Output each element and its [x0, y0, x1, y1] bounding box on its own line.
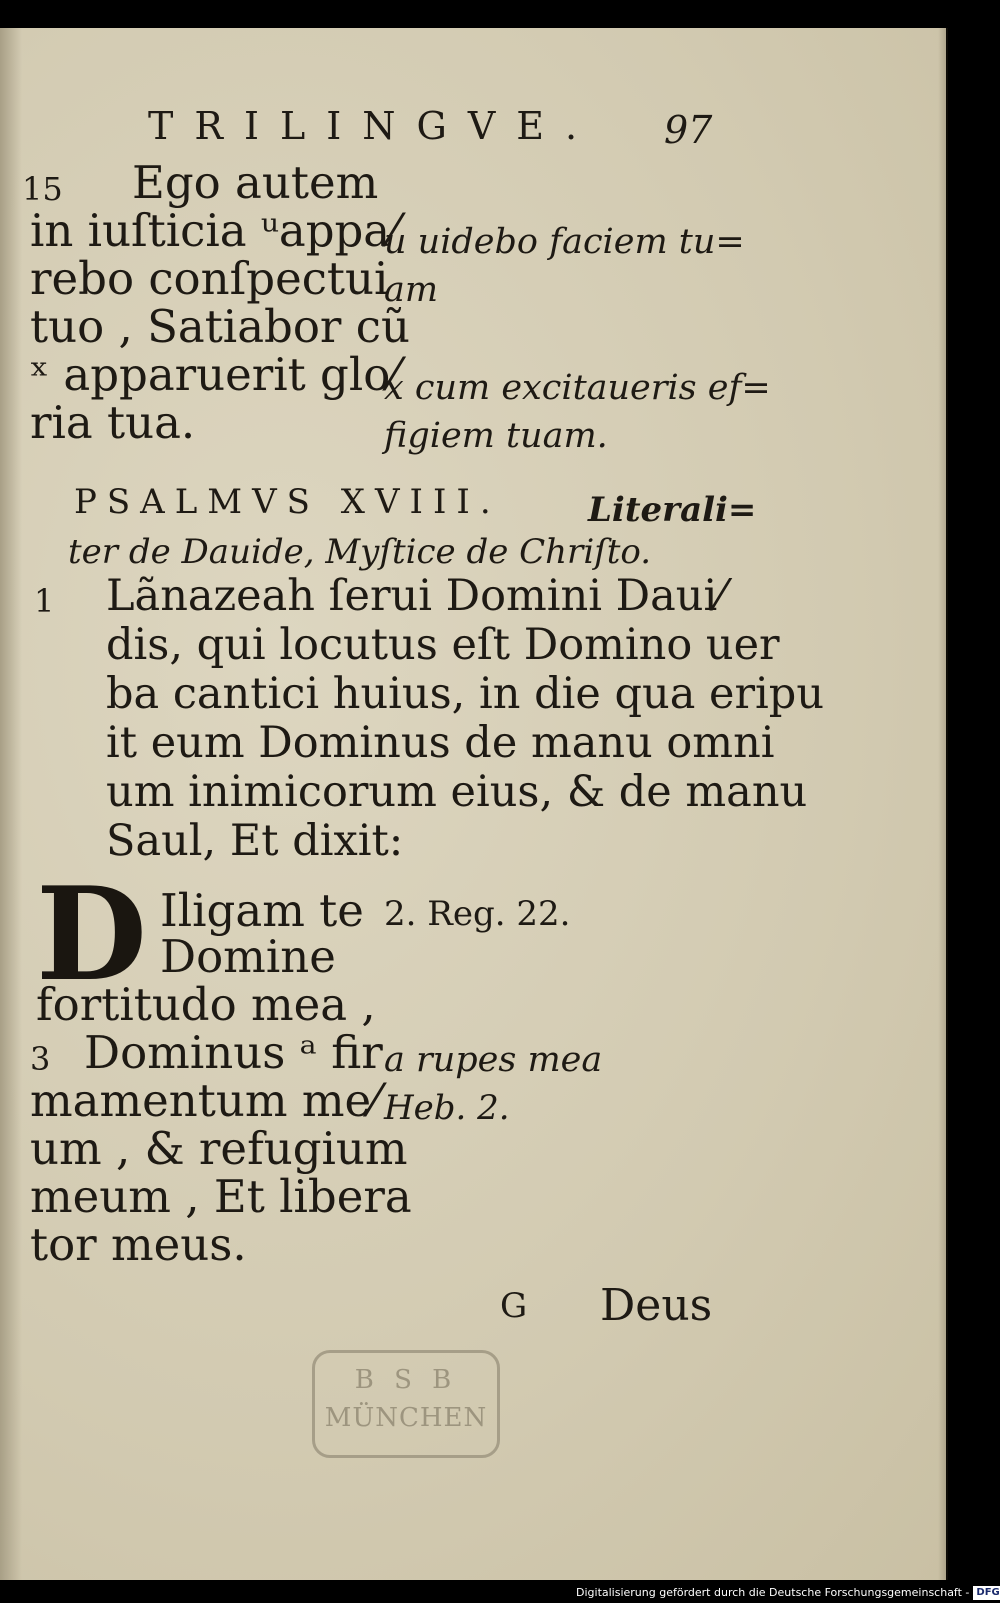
verse-number-15: 15: [22, 170, 63, 208]
intro-line-3: ba cantici huius, in die qua eripu: [106, 669, 825, 719]
margin-note-u-cont: am: [384, 270, 439, 310]
stamp-line-2: MÜNCHEN: [324, 1403, 488, 1433]
verse2-line-4: Dominus ᵃ fir: [84, 1026, 383, 1079]
margin-note-a: a rupes mea: [384, 1040, 603, 1080]
verse2-line-2: Domine: [160, 930, 336, 983]
verse15-line-1: Ego autem: [132, 156, 379, 209]
intro-line-4: it eum Dominus de manu omni: [106, 718, 775, 768]
verse-number-3: 3: [30, 1040, 51, 1078]
intro-line-2: dis, qui locutus eſt Domino uer: [106, 620, 780, 670]
margin-note-u: u uidebo faciem tu=: [384, 222, 745, 262]
verse15-line-5: ˣ apparuerit glo⁄: [30, 348, 398, 401]
intro-line-6: Saul, Et dixit:: [106, 816, 404, 866]
verse15-line-3: rebo conſpectui: [30, 252, 389, 305]
page-number: 97: [664, 108, 713, 152]
page-gutter-shadow: [938, 28, 948, 1580]
verse2-line-1: Iligam te: [160, 884, 364, 937]
verse2-line-6: um , & refugium: [30, 1122, 408, 1175]
margin-note-reg: 2. Reg. 22.: [384, 894, 571, 934]
footer-text: Digitalisierung gefördert durch die Deutsche Forschungsgemeinschaft -: [576, 1586, 970, 1599]
library-stamp: [312, 1350, 500, 1458]
dfg-logo: DFG: [973, 1586, 1000, 1600]
verse2-line-8: tor meus.: [30, 1218, 247, 1271]
psalm-title-italic: Literali=: [588, 490, 757, 530]
psalm-subtitle: ter de Dauide, Myſtice de Chriſto.: [68, 532, 652, 572]
signature-mark: G: [500, 1286, 528, 1326]
verse2-line-3: fortitudo mea ,: [36, 978, 376, 1031]
verse15-line-6: ria tua.: [30, 396, 196, 449]
verse-number-1: 1: [34, 582, 55, 620]
catchword: Deus: [600, 1280, 713, 1331]
intro-line-1: Lãnazeah ſerui Domini Daui⁄: [106, 571, 725, 621]
psalm-title: PSALMVS XVIII.: [74, 482, 501, 522]
stamp-line-1: B S B: [354, 1365, 458, 1395]
digitization-footer: [576, 1583, 1000, 1603]
verse15-line-2: in iuſticia ᵘappa⁄: [30, 204, 398, 257]
margin-note-x-cont: figiem tuam.: [384, 416, 608, 456]
verse2-line-7: meum , Et libera: [30, 1170, 412, 1223]
running-header: TRILINGVE.: [148, 104, 599, 148]
margin-note-heb: Heb. 2.: [384, 1088, 510, 1128]
page-edge-shadow: [0, 28, 22, 1580]
verse2-line-5: mamentum me⁄: [30, 1074, 379, 1127]
intro-line-5: um inimicorum eius, & de manu: [106, 767, 808, 817]
drop-cap-letter: D: [36, 860, 147, 1010]
verse15-line-4: tuo , Satiabor cũ: [30, 300, 410, 353]
margin-note-x: x cum excitaueris ef=: [384, 368, 771, 408]
